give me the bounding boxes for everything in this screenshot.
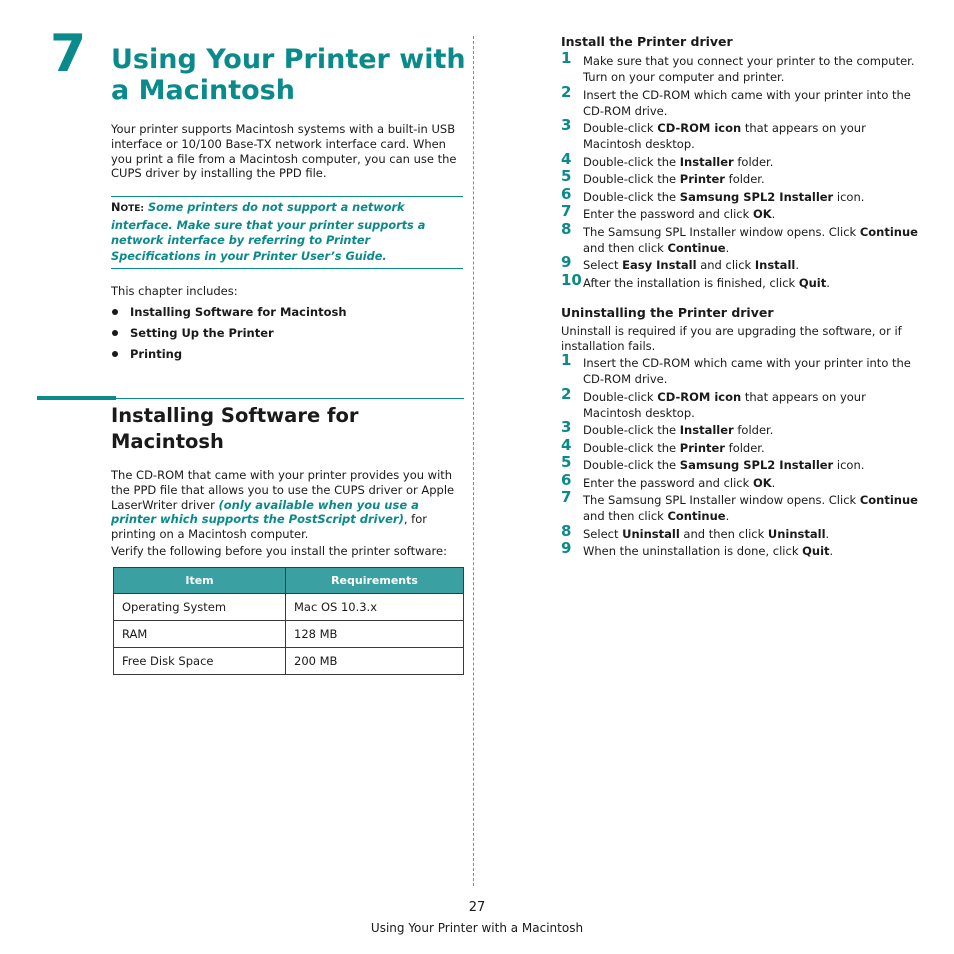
- step-number: 9: [561, 539, 572, 557]
- section-title: Installing Software for Macintosh: [111, 404, 359, 453]
- step-number: 2: [561, 384, 572, 403]
- column-divider: [473, 36, 474, 886]
- step-emphasis: OK: [752, 475, 772, 490]
- column-header-item: Item: [114, 568, 286, 594]
- step-item: 1 Insert the CD-ROM which came with your printer into the CD-ROM drive.: [561, 351, 911, 386]
- step-item: 4 Double-click the Printer folder.: [561, 435, 765, 455]
- section-emphasis: (only available when you use a printer which supports the PostScript driver): [111, 497, 419, 527]
- note-text: Some printers do not support a network interface. Make sure that your printer supports a network interface by referring to Printer Specifications in your Printer User’s Guide.: [111, 201, 426, 263]
- step-emphasis: Installer: [679, 154, 734, 169]
- page-footer: Using Your Printer with a Macintosh: [370, 921, 584, 935]
- step-number: 6: [561, 470, 572, 489]
- table-cell: Free Disk Space: [114, 648, 286, 675]
- step-emphasis: Uninstall: [622, 526, 680, 541]
- list-item: Setting Up the Printer: [112, 325, 347, 346]
- step-number: 8: [561, 521, 572, 540]
- step-item: 5 Double-click the Printer folder.: [561, 167, 765, 186]
- step-emphasis: Samsung SPL2 Installer: [679, 189, 834, 204]
- step-emphasis: Continue: [667, 240, 726, 255]
- bullet-icon: [112, 330, 118, 336]
- step-emphasis: Printer: [679, 440, 725, 455]
- step-item: 8 Select Uninstall and then click Uninstall.: [561, 521, 830, 541]
- page-number: 27: [468, 900, 486, 915]
- step-item: 6 Enter the password and click OK.: [561, 470, 776, 490]
- step-item: 1 Make sure that you connect your printer to the computer. Turn on your computer and printer.: [561, 49, 915, 84]
- step-item: 5 Double-click the Samsung SPL2 Installer icon.: [561, 453, 865, 472]
- table-cell: Operating System: [114, 594, 286, 621]
- step-item: 6 Double-click the Samsung SPL2 Installer icon.: [561, 184, 865, 204]
- step-number: 5: [561, 453, 572, 471]
- column-header-requirements: Requirements: [286, 568, 464, 594]
- step-item: 2 Double-click CD-ROM icon that appears on your Macintosh desktop.: [561, 384, 866, 420]
- step-item: 3 Double-click the Installer folder.: [561, 418, 774, 437]
- bullet-icon: [112, 309, 118, 315]
- step-emphasis: Uninstall: [767, 526, 826, 541]
- note-label: NOTE:: [111, 201, 145, 214]
- step-item: 8 The Samsung SPL Installer window opens. Click Continue and then click Continue.: [561, 219, 918, 255]
- step-number: 1: [561, 49, 572, 67]
- table-cell: 128 MB: [286, 621, 464, 648]
- install-heading: Install the Printer driver: [561, 34, 733, 49]
- step-number: 9: [561, 253, 572, 271]
- uninstall-intro: Uninstall is required if you are upgrading the software, or if installation fails.: [561, 324, 902, 353]
- step-number: 3: [561, 418, 572, 436]
- step-emphasis: Continue: [667, 509, 726, 523]
- section-accent-bar: [37, 396, 116, 400]
- step-item: 7 Enter the password and click OK.: [561, 202, 776, 221]
- step-item: 10 After the installation is finished, click Quit.: [561, 270, 830, 290]
- table-row: [114, 648, 464, 675]
- chapter-title: Using Your Printer with a Macintosh: [111, 44, 466, 106]
- section-rule: [116, 398, 464, 399]
- list-item: Installing Software for Macintosh: [112, 304, 347, 325]
- step-emphasis: Installer: [679, 423, 734, 437]
- step-item: 4 Double-click the Installer folder.: [561, 149, 774, 169]
- step-emphasis: Easy Install: [622, 258, 697, 272]
- table-row: [114, 621, 464, 648]
- step-item: 3 Double-click CD-ROM icon that appears on your Macintosh desktop.: [561, 116, 866, 151]
- step-item: 9 When the uninstallation is done, click Quit.: [561, 539, 834, 558]
- step-number: 2: [561, 82, 572, 101]
- step-number: 4: [561, 149, 572, 168]
- step-number: 4: [561, 435, 572, 454]
- includes-label: This chapter includes:: [111, 284, 238, 298]
- install-steps-list: [561, 49, 921, 292]
- list-item: Printing: [112, 346, 347, 367]
- note-box: [111, 196, 463, 269]
- intro-paragraph: Your printer supports Macintosh systems with a built-in USB interface or 10/100 Base-TX network interface card. When you print a file from a Macintosh computer, you can use the CUPS driver by installing the PPD file.: [111, 122, 457, 181]
- uninstall-steps-list: [561, 351, 921, 561]
- bullet-icon: [112, 351, 118, 357]
- step-number: 1: [561, 351, 572, 369]
- step-emphasis: Quit: [798, 275, 827, 290]
- table-cell: 200 MB: [286, 648, 464, 675]
- step-number: 7: [561, 202, 572, 220]
- table-row: [114, 594, 464, 621]
- section-paragraph: The CD-ROM that came with your printer provides you with the PPD file that allows you to use the CUPS driver or Apple LaserWriter driver (only available when you use a printer which supports the PostScript driver), for printing on a Macintosh computer.: [111, 468, 455, 542]
- uninstall-heading: Uninstalling the Printer driver: [561, 305, 774, 320]
- step-emphasis: Quit: [802, 544, 830, 558]
- step-number: 6: [561, 184, 572, 203]
- chapter-number: 7: [50, 24, 87, 84]
- step-number: 3: [561, 116, 572, 134]
- step-number: 8: [561, 219, 572, 238]
- step-item: 9 Select Easy Install and click Install.: [561, 253, 799, 272]
- step-emphasis: Samsung SPL2 Installer: [679, 458, 834, 472]
- step-item: 2 Insert the CD-ROM which came with your printer into the CD-ROM drive.: [561, 82, 911, 118]
- requirements-table: [113, 567, 464, 675]
- step-emphasis: Printer: [679, 172, 725, 186]
- step-number: 10: [561, 270, 582, 289]
- chapter-contents-list: [112, 304, 347, 367]
- step-number: 7: [561, 488, 572, 506]
- step-emphasis: Continue: [859, 493, 918, 507]
- step-emphasis: CD-ROM icon: [657, 121, 742, 135]
- table-cell: RAM: [114, 621, 286, 648]
- step-emphasis: CD-ROM icon: [657, 389, 742, 404]
- table-header-row: [114, 568, 464, 594]
- step-number: 5: [561, 167, 572, 185]
- step-emphasis: Install: [754, 258, 796, 272]
- table-cell: Mac OS 10.3.x: [286, 594, 464, 621]
- step-emphasis: OK: [752, 207, 772, 221]
- verify-text: Verify the following before you install the printer software:: [111, 544, 447, 558]
- step-item: 7 The Samsung SPL Installer window opens. Click Continue and then click Continue.: [561, 488, 918, 523]
- step-emphasis: Continue: [859, 224, 918, 239]
